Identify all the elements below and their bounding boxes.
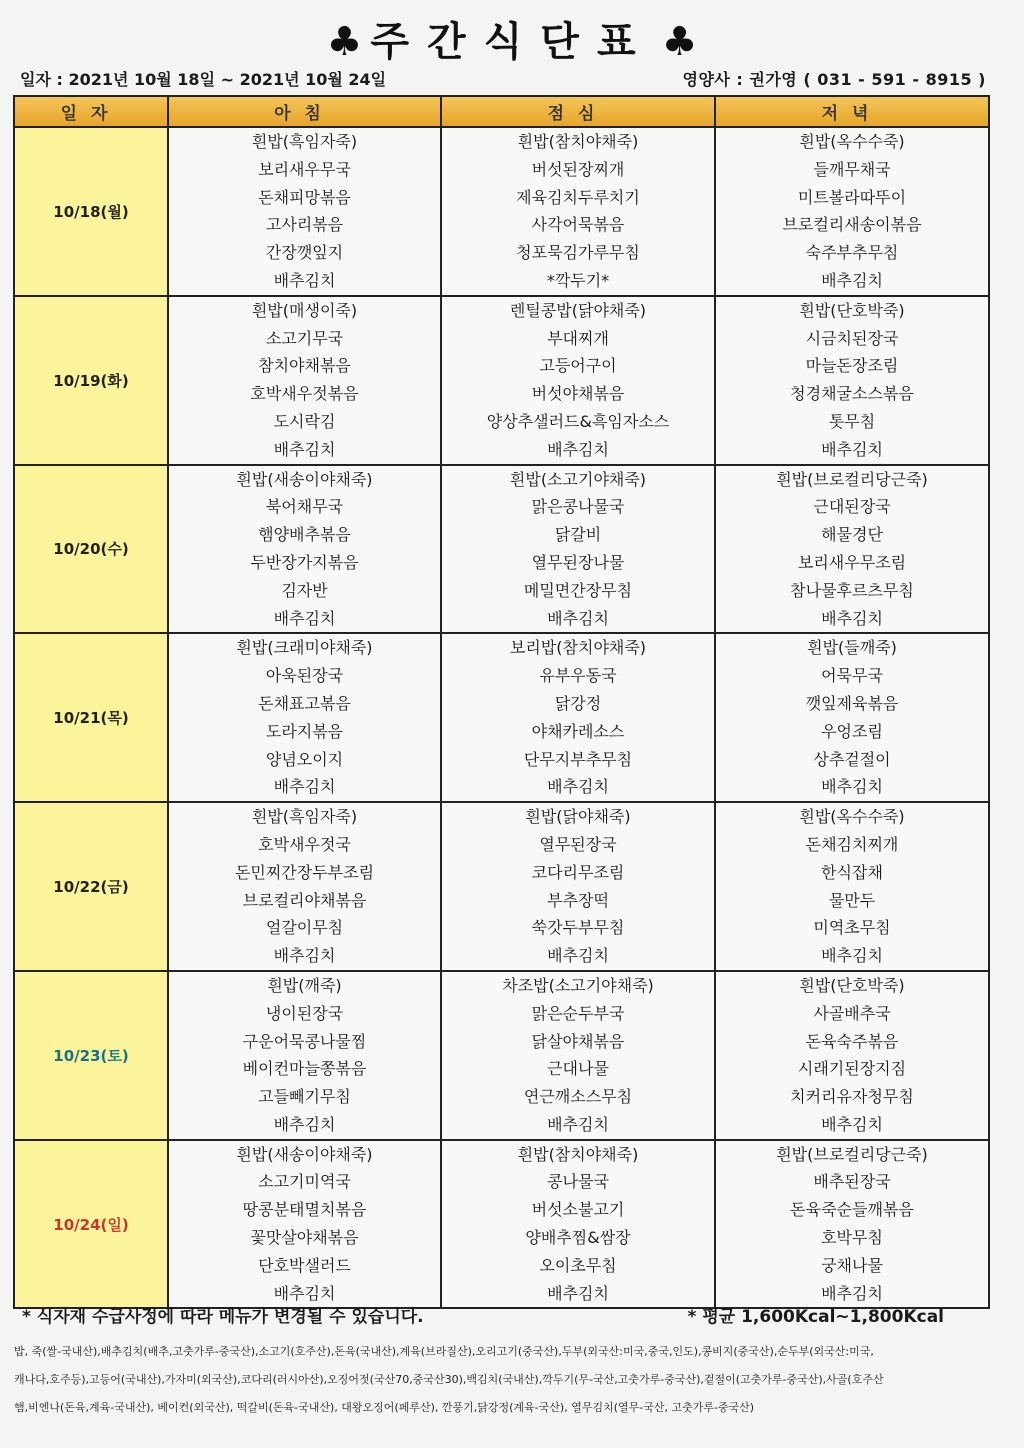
menu-item: 미역초무침 <box>813 918 891 938</box>
menu-item: 쑥갓두부무침 <box>531 918 625 938</box>
dietitian-info: 영양사 : 권가영 ( 031 - 591 - 8915 ) <box>682 70 986 89</box>
menu-item: 버섯된장찌개 <box>531 159 625 179</box>
menu-item: 김자반 <box>281 580 328 600</box>
menu-item: 흰밥(참치야채죽) <box>517 132 639 151</box>
table-row <box>14 1140 989 1309</box>
lunch-cell <box>441 1140 715 1309</box>
menu-item: 배추김치 <box>821 1114 883 1134</box>
menu-item: 두반장가지볶음 <box>250 552 359 572</box>
menu-item: 유부우동국 <box>539 666 617 686</box>
day-label: 10/24(일) <box>14 1140 168 1309</box>
menu-item: 흰밥(새송이야채죽) <box>236 1144 373 1164</box>
menu-item: 닭살야채볶음 <box>531 1031 625 1051</box>
menu-item: 소고기무국 <box>265 328 344 348</box>
menu-item: 부추장떡 <box>547 890 609 910</box>
average-calories: * 평균 1,600Kcal~1,800Kcal <box>687 1307 944 1327</box>
day-label: 10/22(금) <box>14 802 168 971</box>
lunch-cell <box>441 802 715 971</box>
table-row <box>14 465 989 634</box>
breakfast-cell <box>168 802 441 971</box>
menu-item: 콩나물국 <box>547 1172 609 1192</box>
dinner-cell <box>715 296 989 465</box>
menu-item: 시래기된장지짐 <box>797 1059 907 1079</box>
menu-item: 우엉조림 <box>821 721 883 741</box>
menu-item: 배추김치 <box>547 1114 609 1134</box>
menu-item: 참치야채볶음 <box>258 356 351 376</box>
menu-item: 상추겉절이 <box>813 749 891 769</box>
menu-item: 고사리볶음 <box>265 215 344 235</box>
menu-item: 근대된장국 <box>813 497 891 517</box>
menu-item: 오이초무침 <box>539 1255 617 1275</box>
menu-item: 열무된장나물 <box>531 552 625 572</box>
menu-item: 흰밥(매생이죽) <box>251 300 358 320</box>
menu-item: 배추김치 <box>821 777 883 797</box>
menu-item: 배추김치 <box>273 1283 336 1303</box>
menu-item: 브로컬리야채볶음 <box>242 890 367 910</box>
menu-item: 배추김치 <box>273 1114 336 1134</box>
menu-item: 물만두 <box>828 890 876 910</box>
menu-item: 흰밥(단호박죽) <box>799 300 905 320</box>
menu-item: 코다리무조림 <box>531 862 625 882</box>
breakfast-cell <box>168 127 441 296</box>
header-breakfast: 아침 <box>168 96 441 127</box>
menu-item: 얼갈이무침 <box>265 918 344 938</box>
menu-item: 닭강정 <box>554 693 602 713</box>
breakfast-cell <box>168 971 441 1140</box>
menu-item: 배추김치 <box>821 608 883 628</box>
menu-item: 소고기미역국 <box>258 1172 351 1192</box>
header-day: 일자 <box>14 96 168 127</box>
menu-item: 맑은콩나물국 <box>531 497 625 517</box>
menu-item: 배추김치 <box>547 439 609 459</box>
menu-item: 흰밥(브로컬리당근죽) <box>776 1144 928 1164</box>
menu-item: 보리밥(참치야채죽) <box>509 638 647 658</box>
menu-item: 돈채표고볶음 <box>258 693 351 713</box>
menu-item: 버섯야채볶음 <box>531 384 625 404</box>
dinner-cell <box>715 802 989 971</box>
menu-item: 버섯소불고기 <box>531 1200 625 1220</box>
menu-change-notice: * 식자재 수급사정에 따라 메뉴가 변경될 수 있습니다. <box>22 1307 424 1327</box>
menu-item: 돈채피망볶음 <box>258 187 351 207</box>
table-row <box>14 633 989 802</box>
menu-item: 참나물후르츠무침 <box>790 580 914 600</box>
page-title <box>0 10 1024 67</box>
menu-item: 들깨무채국 <box>813 159 891 179</box>
menu-item: 제육김치두루치기 <box>516 187 640 207</box>
table-row <box>14 296 989 465</box>
menu-item: 땅콩분태멸치볶음 <box>242 1200 367 1220</box>
menu-item: 베이컨마늘쫑볶음 <box>242 1059 367 1079</box>
menu-item: 냉이된장국 <box>265 1003 344 1023</box>
menu-item: 어묵무국 <box>821 666 883 686</box>
menu-item: *깍두기* <box>546 270 610 290</box>
menu-item: 연근깨소스무침 <box>523 1087 633 1107</box>
club-suit-icon: ♣ <box>661 19 698 65</box>
ingredient-origin <box>14 1338 1010 1422</box>
dinner-cell <box>715 633 989 802</box>
menu-item: 단무지부추무침 <box>523 749 633 769</box>
menu-item: 구운어묵콩나물찜 <box>242 1031 367 1051</box>
menu-item: 야채카레소스 <box>531 721 625 741</box>
day-label: 10/18(월) <box>14 127 168 296</box>
menu-item: 보리새우무국 <box>258 159 351 179</box>
weekly-menu-table <box>13 95 990 1309</box>
menu-item: 닭갈비 <box>554 525 602 545</box>
day-label: 10/20(수) <box>14 465 168 634</box>
menu-item: 부대찌개 <box>547 328 609 348</box>
menu-item: 열무된장국 <box>539 834 617 854</box>
table-row <box>14 127 989 296</box>
menu-item: 배추김치 <box>273 270 336 290</box>
menu-item: 미트볼라따뚜이 <box>797 187 907 207</box>
menu-item: 보리새우무조림 <box>797 552 907 572</box>
menu-item: 치커리유자청무침 <box>790 1087 914 1107</box>
header-lunch: 점심 <box>441 96 715 127</box>
menu-item: 마늘돈장조림 <box>805 356 899 376</box>
menu-item: 사각어묵볶음 <box>531 215 625 235</box>
menu-body <box>14 127 989 1308</box>
menu-item: 배추김치 <box>273 946 336 966</box>
club-suit-icon: ♣ <box>326 19 363 65</box>
dinner-cell <box>715 971 989 1140</box>
menu-item: 돈민찌간장두부조림 <box>234 862 375 882</box>
menu-item: 흰밥(흑임자죽) <box>251 807 358 827</box>
menu-item: 호박무침 <box>821 1228 883 1248</box>
menu-item: 햄양배추볶음 <box>258 525 351 545</box>
menu-item: 배추된장국 <box>813 1172 891 1192</box>
menu-item: 단호박샐러드 <box>258 1255 351 1275</box>
menu-item: 배추김치 <box>821 270 883 290</box>
menu-item: 흰밥(브로컬리당근죽) <box>776 469 928 489</box>
menu-item: 배추김치 <box>547 777 609 797</box>
menu-item: 배추김치 <box>821 946 883 966</box>
header-dinner: 저녁 <box>715 96 989 127</box>
menu-item: 배추김치 <box>821 1283 883 1303</box>
page-title-text: 주간식단표 <box>370 19 654 65</box>
menu-item: 렌틸콩밥(닭야채죽) <box>509 300 647 320</box>
dinner-cell <box>715 465 989 634</box>
menu-item: 청경채굴소스볶음 <box>790 384 914 404</box>
menu-item: 간장깻잎지 <box>265 243 344 263</box>
menu-item: 흰밥(단호박죽) <box>799 975 905 995</box>
menu-item: 고등어구이 <box>539 356 617 376</box>
breakfast-cell <box>168 465 441 634</box>
menu-item: 흰밥(옥수수죽) <box>799 132 905 151</box>
menu-item: 흰밥(흑임자죽) <box>251 132 358 151</box>
dinner-cell <box>715 127 989 296</box>
menu-item: 호박새우젓국 <box>258 834 351 854</box>
menu-item: 해물경단 <box>821 525 883 545</box>
menu-item: 돈채김치찌개 <box>805 834 899 854</box>
menu-item: 청포묵김가루무침 <box>516 243 640 263</box>
menu-item: 차조밥(소고기야채죽) <box>502 975 654 995</box>
menu-item: 흰밥(닭야채죽) <box>525 807 631 827</box>
menu-item: 흰밥(크래미야채죽) <box>236 638 373 658</box>
menu-item: 브로컬리새송이볶음 <box>782 215 922 235</box>
menu-item: 흰밥(들깨죽) <box>807 638 897 658</box>
menu-item: 양념오이지 <box>265 749 344 769</box>
menu-item: 흰밥(옥수수죽) <box>799 807 905 827</box>
table-row <box>14 971 989 1140</box>
menu-item: 배추김치 <box>547 946 609 966</box>
menu-item: 숙주부추무침 <box>805 243 899 263</box>
breakfast-cell <box>168 633 441 802</box>
menu-item: 배추김치 <box>273 608 336 628</box>
menu-item: 배추김치 <box>273 439 336 459</box>
menu-item: 꽃맛살야채볶음 <box>250 1228 359 1248</box>
menu-item: 흰밥(참치야채죽) <box>517 1144 639 1164</box>
menu-item: 맑은순두부국 <box>531 1003 625 1023</box>
table-row <box>14 802 989 971</box>
menu-item: 돈육숙주볶음 <box>805 1031 899 1051</box>
day-label: 10/19(화) <box>14 296 168 465</box>
origin-line: 캐나다,호주등),고등어(국내산),가자미(외국산),코다리(러시아산),오징어젓(국산70,중국산30),백김치(국내산),깍두기(무-국산,고춧가루-중국산),겉절이(고춧가루-중국산),사골(호주산 <box>14 1373 884 1386</box>
menu-item: 근대나물 <box>547 1059 609 1079</box>
menu-item: 시금치된장국 <box>805 328 899 348</box>
breakfast-cell <box>168 296 441 465</box>
day-label: 10/23(토) <box>14 971 168 1140</box>
menu-item: 배추김치 <box>273 777 336 797</box>
menu-item: 사골배추국 <box>813 1003 891 1023</box>
origin-line: 햄,비엔나(돈육,계육-국내산), 베이컨(외국산), 떡갈비(돈육-국내산), 대왕오징어(페루산), 깐풍기,닭강정(계육-국산), 열무김치(열무-국산, 고춧가루-중국산) <box>14 1401 755 1414</box>
menu-item: 고들빼기무침 <box>258 1087 351 1107</box>
menu-item: 양배추찜&쌈장 <box>525 1228 631 1248</box>
lunch-cell <box>441 633 715 802</box>
day-label: 10/21(목) <box>14 633 168 802</box>
lunch-cell <box>441 465 715 634</box>
origin-line: 밥, 죽(쌀-국내산),배추김치(배추,고춧가루-중국산),소고기(호주산),돈육(국내산),계육(브라질산),오리고기(중국산),두부(외국산:미국,중국,인도),콩비지(중국산),순두부(외국산:미국, <box>14 1345 874 1358</box>
table-header-row <box>14 96 989 127</box>
menu-item: 도시락김 <box>273 411 336 431</box>
menu-item: 아욱된장국 <box>265 666 344 686</box>
menu-item: 양상추샐러드&흑임자소스 <box>486 411 670 431</box>
dinner-cell <box>715 1140 989 1309</box>
lunch-cell <box>441 971 715 1140</box>
menu-item: 메밀면간장무침 <box>523 580 633 600</box>
menu-item: 호박새우젓볶음 <box>250 384 359 404</box>
menu-item: 돈육죽순들깨볶음 <box>790 1200 914 1220</box>
menu-item: 한식잡채 <box>821 862 883 882</box>
menu-item: 흰밥(새송이야채죽) <box>236 469 373 489</box>
menu-item: 배추김치 <box>821 439 883 459</box>
breakfast-cell <box>168 1140 441 1309</box>
menu-period: 일자 : 2021년 10월 18일 ~ 2021년 10월 24일 <box>20 70 387 89</box>
menu-item: 배추김치 <box>547 608 609 628</box>
menu-item: 흰밥(소고기야채죽) <box>509 469 647 489</box>
menu-item: 북어채무국 <box>265 497 344 517</box>
menu-item: 배추김치 <box>547 1283 609 1303</box>
menu-item: 톳무침 <box>828 411 876 431</box>
lunch-cell <box>441 127 715 296</box>
menu-item: 궁채나물 <box>821 1255 883 1275</box>
menu-item: 흰밥(깨죽) <box>267 975 342 995</box>
menu-item: 도라지볶음 <box>265 721 344 741</box>
menu-item: 깻잎제육볶음 <box>805 693 899 713</box>
lunch-cell <box>441 296 715 465</box>
